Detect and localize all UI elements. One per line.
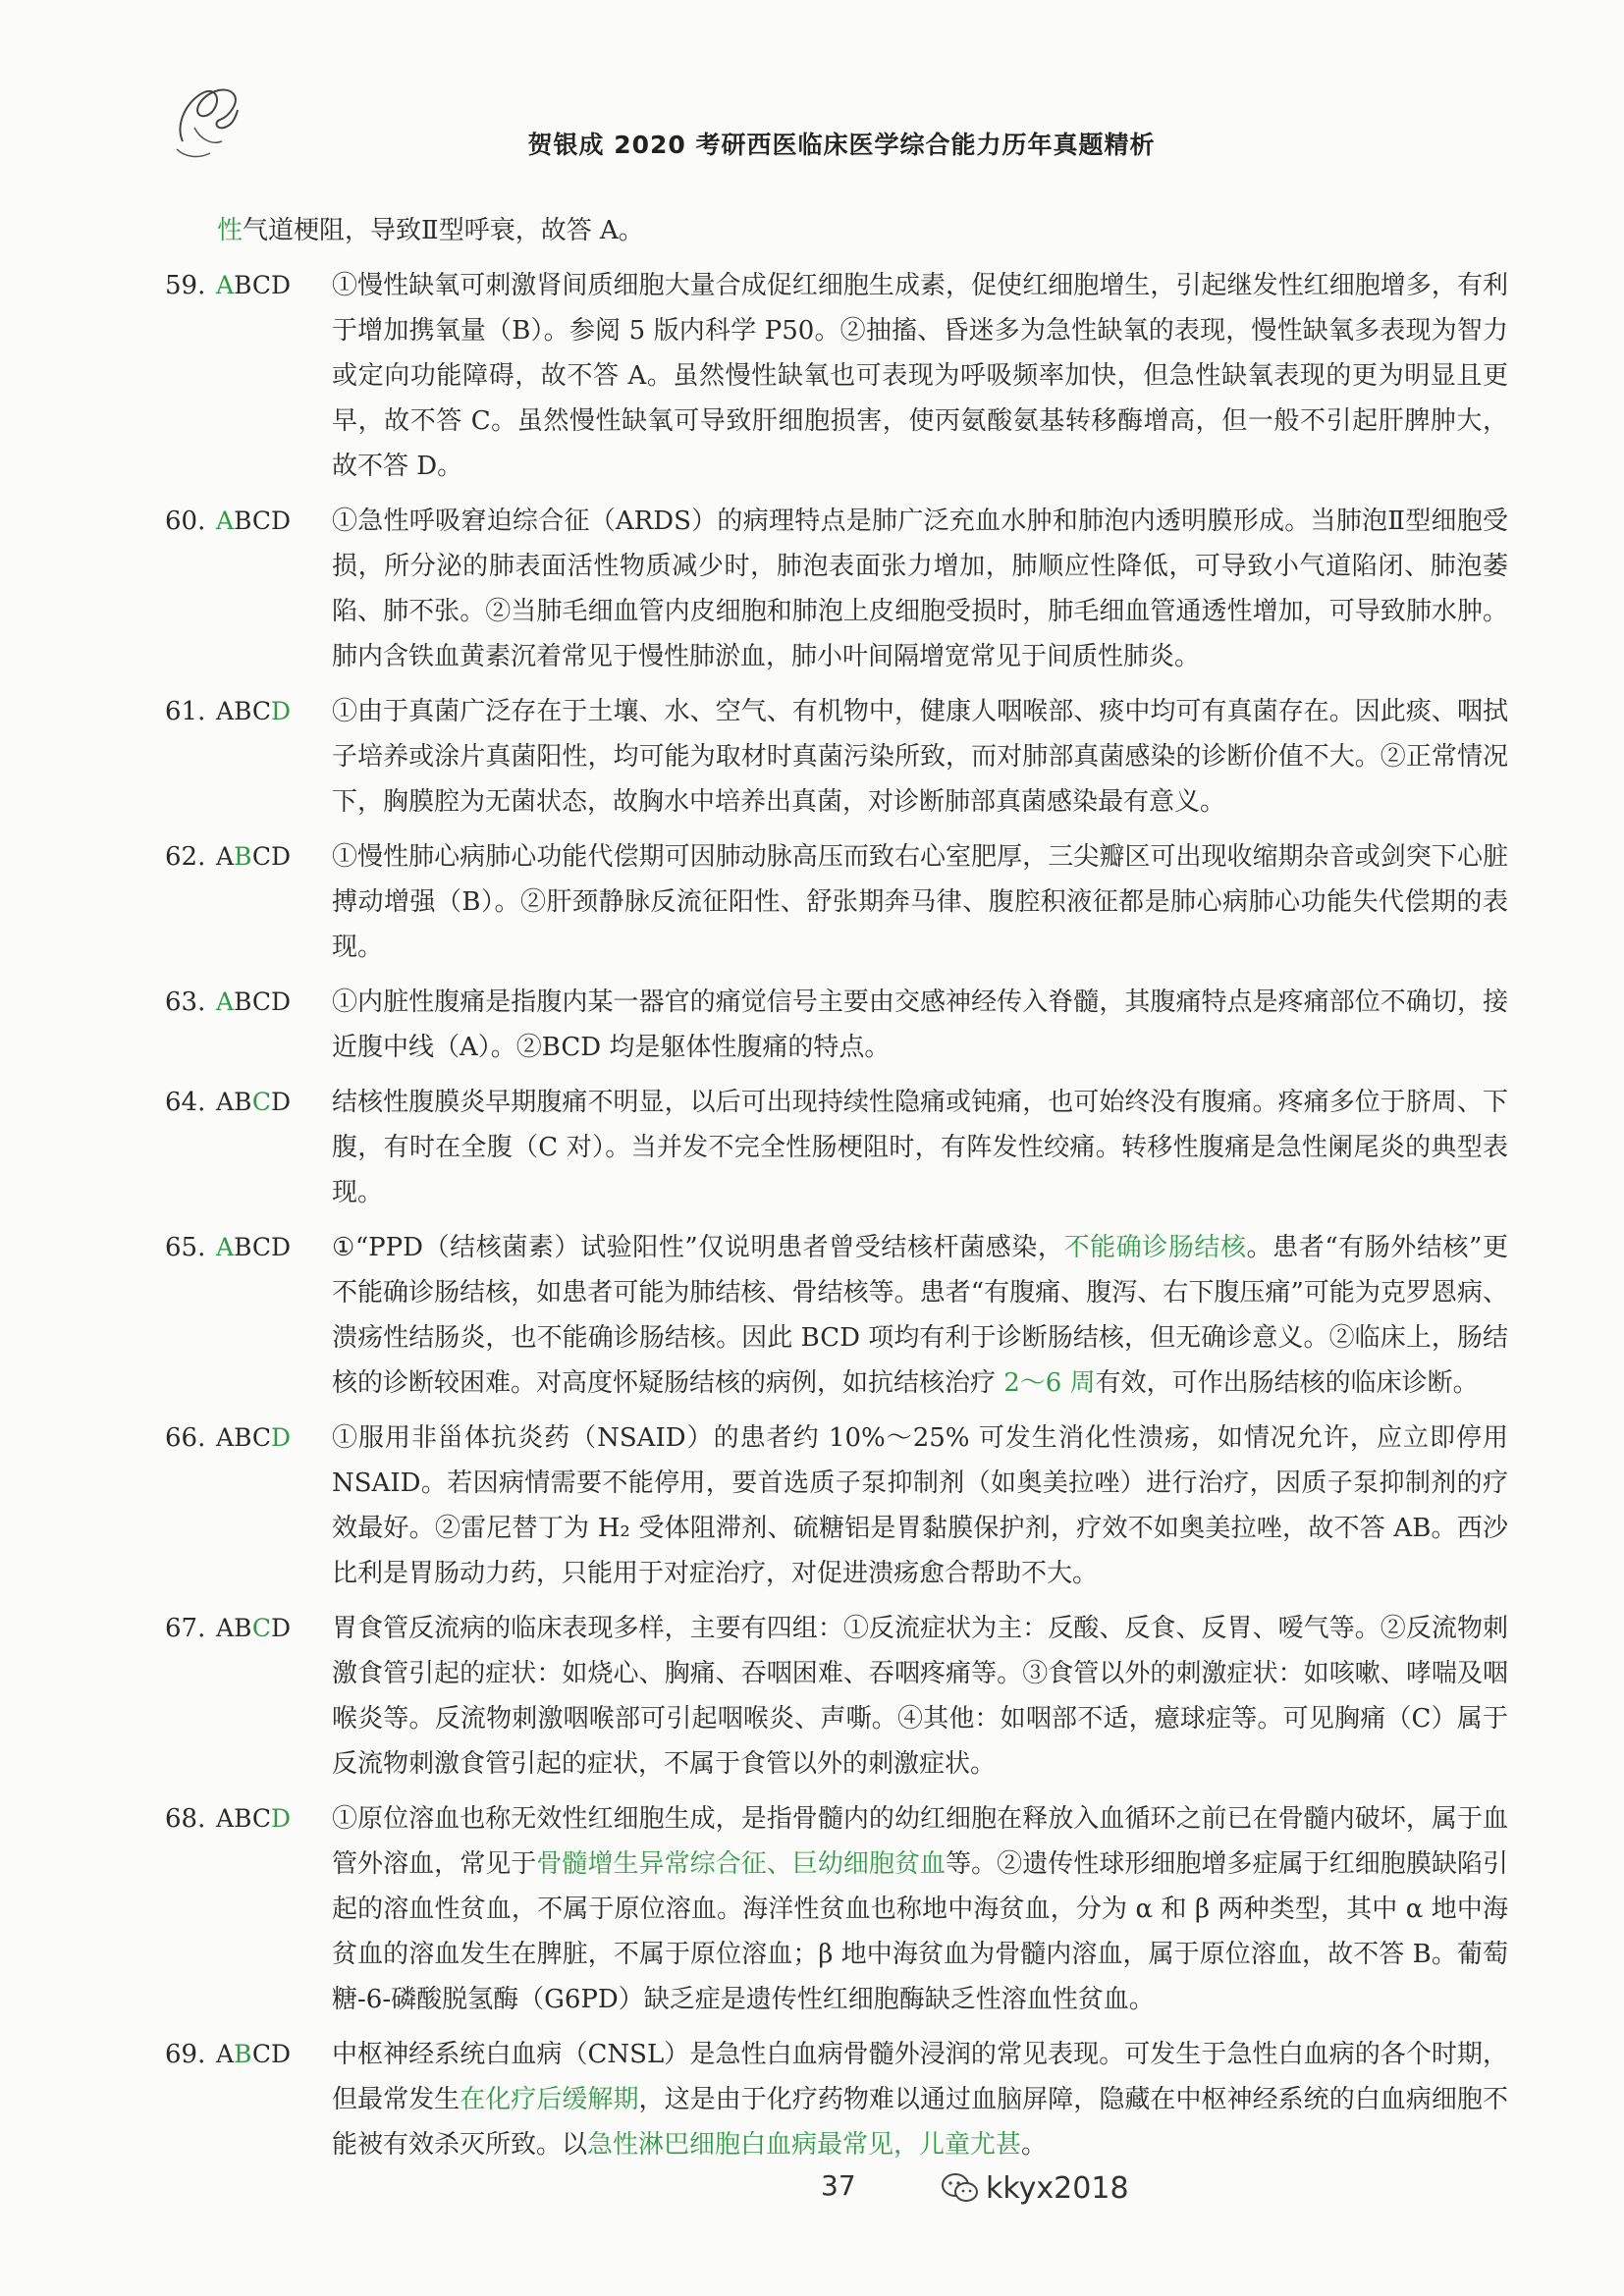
- text-segment: ，这是由于化疗药物难以通过血脑屏障，隐藏在中枢神经系统的白血病细胞不能被有效杀灭所致。以: [332, 2085, 1508, 2160]
- option-letter-b: B: [234, 2040, 252, 2068]
- question-number: 60.: [165, 507, 206, 536]
- option-letter-c: C: [251, 271, 272, 299]
- option-letter-a: A: [216, 988, 235, 1016]
- option-letter-b: B: [234, 507, 252, 535]
- text-segment: 中枢神经系统白血病（CNSL）是急性白血病骨髓外浸润的常见表现。可发生于急性白血病的各个时期，但最常发生: [332, 2040, 1508, 2114]
- explanation-text: [332, 689, 1508, 825]
- answer-options: [216, 697, 291, 726]
- explanation-text: [332, 1225, 1508, 1406]
- continuation-line: [165, 208, 1508, 253]
- option-letter-c: C: [251, 842, 272, 871]
- text-segment: ①内脏性腹痛是指腹内某一器官的痛觉信号主要由交感神经传入脊髓，其腹痛特点是疼痛部位不确切，接近腹中线（A）。②BCD 均是躯体性腹痛的特点。: [332, 988, 1508, 1062]
- question-number: 67.: [165, 1614, 206, 1643]
- option-letter-c: C: [251, 988, 272, 1016]
- text-segment: ①“PPD（结核菌素）试验阳性”仅说明患者曾受结核杆菌感染，: [332, 1233, 1064, 1262]
- highlight-text: 性: [217, 216, 244, 245]
- explanation-text: [332, 1080, 1508, 1215]
- question-header: [165, 1796, 332, 2022]
- question-number: 65.: [165, 1233, 206, 1262]
- explanation-text: [332, 1415, 1508, 1596]
- option-letter-b: B: [234, 988, 252, 1016]
- answer-options: [216, 2040, 291, 2069]
- answer-options: [216, 842, 291, 872]
- question-header: [165, 834, 332, 970]
- wechat-watermark: [941, 2171, 1129, 2206]
- continuation-text: 气道梗阻，导致Ⅱ型呼衰，故答 A。: [243, 216, 644, 245]
- option-letter-a: A: [216, 271, 235, 299]
- option-letter-b: B: [234, 1614, 252, 1642]
- option-letter-c: C: [251, 1804, 272, 1833]
- option-letter-a: A: [216, 2040, 235, 2068]
- option-letter-c: C: [251, 1088, 272, 1116]
- option-letter-c: C: [251, 2040, 272, 2068]
- option-letter-d: D: [271, 697, 292, 725]
- question-item: [165, 689, 1508, 825]
- option-letter-c: C: [251, 697, 272, 725]
- answer-options: [216, 988, 291, 1017]
- text-segment: ①服用非甾体抗炎药（NSAID）的患者约 10%～25% 可发生消化性溃疡，如情况允许，应立即停用 NSAID。若因病情需要不能停用，要首选质子泵抑制剂（如奥美拉唑）进行治疗，因质子泵抑制剂的疗效最好。②雷尼替丁为 H₂ 受体阻滞剂、硫糖铝是胃黏膜保护剂，疗效不如奥美拉唑，故不答 AB。西沙比利是胃肠动力药，只能用于对症治疗，对促进溃疡愈合帮助不大。: [332, 1423, 1508, 1588]
- option-letter-c: C: [251, 1233, 272, 1261]
- highlight-text: 急性淋巴细胞白血病最常见，儿童尤甚: [587, 2130, 1022, 2160]
- question-number: 62.: [165, 842, 206, 872]
- question-item: [165, 980, 1508, 1070]
- question-number: 59.: [165, 271, 206, 300]
- option-letter-d: D: [271, 1423, 292, 1452]
- highlight-text: 骨髓增生异常综合征、巨幼细胞贫血: [536, 1849, 947, 1879]
- option-letter-b: B: [234, 1804, 252, 1833]
- page-header-title: 贺银成 2020 考研西医临床医学综合能力历年真题精析: [527, 131, 1156, 159]
- text-segment: 胃食管反流病的临床表现多样，主要有四组：①反流症状为主：反酸、反食、反胃、嗳气等。②反流物刺激食管引起的症状：如烧心、胸痛、吞咽困难、吞咽疼痛等。③食管以外的刺激症状：如咳嗽、哮喘及咽喉炎等。反流物刺激咽喉部可引起咽喉炎、声嘶。④其他：如咽部不适，癔球症等。可见胸痛（C）属于反流物刺激食管引起的症状，不属于食管以外的刺激症状。: [332, 1614, 1508, 1779]
- question-header: [165, 1415, 332, 1596]
- text-segment: ①慢性肺心病肺心功能代偿期可因肺动脉高压而致右心室肥厚，三尖瓣区可出现收缩期杂音或剑突下心脏搏动增强（B）。②肝颈静脉反流征阳性、舒张期奔马律、腹腔积液征都是肺心病肺心功能失代偿期的表现。: [332, 842, 1508, 962]
- text-segment: ①原位溶血也称无效性红细胞生成，是指骨髓内的幼红细胞在释放入血循环之前已在骨髓内破坏，属于血管外溶血，常见于: [332, 1804, 1508, 1879]
- question-number: 64.: [165, 1088, 206, 1117]
- option-letter-d: D: [271, 507, 292, 535]
- explanation-text: [332, 834, 1508, 970]
- question-item: [165, 1080, 1508, 1215]
- answer-options: [216, 1423, 291, 1453]
- option-letter-d: D: [271, 2040, 292, 2068]
- option-letter-b: B: [234, 697, 252, 725]
- option-letter-a: A: [216, 1614, 235, 1642]
- question-item: [165, 263, 1508, 489]
- explanation-text: [332, 2032, 1508, 2167]
- text-segment: 结核性腹膜炎早期腹痛不明显，以后可出现持续性隐痛或钝痛，也可始终没有腹痛。疼痛多位于脐周、下腹，有时在全腹（C 对）。当并发不完全性肠梗阻时，有阵发性绞痛。转移性腹痛是急性阑尾炎的典型表现。: [332, 1088, 1508, 1207]
- question-header: [165, 1606, 332, 1787]
- option-letter-a: A: [216, 697, 235, 725]
- question-number: 66.: [165, 1423, 206, 1453]
- page-footer: [0, 2169, 1624, 2209]
- question-header: [165, 1080, 332, 1215]
- question-item: [165, 834, 1508, 970]
- question-item: [165, 1415, 1508, 1596]
- option-letter-d: D: [271, 1804, 292, 1833]
- answer-options: [216, 1804, 291, 1834]
- question-number: 61.: [165, 697, 206, 726]
- option-letter-a: A: [216, 507, 235, 535]
- option-letter-d: D: [271, 1233, 292, 1261]
- question-number: 68.: [165, 1804, 206, 1834]
- text-segment: 。: [1021, 2130, 1048, 2160]
- question-item: [165, 1796, 1508, 2022]
- explanation-text: [332, 980, 1508, 1070]
- option-letter-b: B: [234, 271, 252, 299]
- text-segment: ①急性呼吸窘迫综合征（ARDS）的病理特点是肺广泛充血水肿和肺泡内透明膜形成。当肺泡Ⅱ型细胞受损，所分泌的肺表面活性物质减少时，肺泡表面张力增加，肺顺应性降低，可导致小气道陷闭、肺泡萎陷、肺不张。②当肺毛细血管内皮细胞和肺泡上皮细胞受损时，肺毛细血管通透性增加，可导致肺水肿。肺内含铁血黄素沉着常见于慢性肺淤血，肺小叶间隔增宽常见于间质性肺炎。: [332, 507, 1508, 671]
- option-letter-d: D: [271, 1088, 292, 1116]
- text-segment: 有效，可作出肠结核的临床诊断。: [1095, 1368, 1479, 1398]
- option-letter-a: A: [216, 1088, 235, 1116]
- question-header: [165, 1225, 332, 1406]
- option-letter-c: C: [251, 507, 272, 535]
- explanation-text: [332, 1796, 1508, 2022]
- explanation-text: [332, 1606, 1508, 1787]
- option-letter-d: D: [271, 271, 292, 299]
- answer-options: [216, 1088, 291, 1117]
- question-header: [165, 499, 332, 679]
- question-item: [165, 1225, 1508, 1406]
- answer-explanations: [165, 208, 1508, 2177]
- question-item: [165, 499, 1508, 679]
- text-segment: ①慢性缺氧可刺激肾间质细胞大量合成促红细胞生成素，促使红细胞增生，引起继发性红细胞增多，有利于增加携氧量（B）。参阅 5 版内科学 P50。②抽搐、昏迷多为急性缺氧的表现，慢性缺氧多表现为智力或定向功能障碍，故不答 A。虽然慢性缺氧也可表现为呼吸频率加快，但急性缺氧表现的更为明显且更早，故不答 C。虽然慢性缺氧可导致肝细胞损害，使丙氨酸氨基转移酶增高，但一般不引起肝脾肿大，故不答 D。: [332, 271, 1508, 481]
- answer-options: [216, 1614, 291, 1643]
- question-header: [165, 2032, 332, 2167]
- option-letter-a: A: [216, 1423, 235, 1452]
- page-number: 37: [821, 2169, 856, 2202]
- answer-options: [216, 271, 291, 300]
- text-segment: 。患者“有肠外结核”更不能确诊肠结核，如患者可能为肺结核、骨结核等。患者“有腹痛、腹泻、右下腹压痛”可能为克罗恩病、溃疡性结肠炎，也不能确诊肠结核。因此 BCD 项均有利于诊断肠结核，但无确诊意义。②临床上，肠结核的诊断较困难。对高度怀疑肠结核的病例，如抗结核治疗: [332, 1233, 1508, 1398]
- option-letter-b: B: [234, 842, 252, 871]
- option-letter-b: B: [234, 1088, 252, 1116]
- question-header: [165, 263, 332, 489]
- option-letter-b: B: [234, 1233, 252, 1261]
- wechat-icon: [941, 2172, 980, 2206]
- option-letter-d: D: [271, 988, 292, 1016]
- question-item: [165, 1606, 1508, 1787]
- option-letter-a: A: [216, 1233, 235, 1261]
- option-letter-a: A: [216, 1804, 235, 1833]
- option-letter-d: D: [271, 1614, 292, 1642]
- text-segment: 等。②遗传性球形细胞增多症属于红细胞膜缺陷引起的溶血性贫血，不属于原位溶血。海洋性贫血也称地中海贫血，分为 α 和 β 两种类型，其中 α 地中海贫血的溶血发生在脾脏，不属于原位溶血；β 地中海贫血为骨髓内溶血，属于原位溶血，故不答 B。葡萄糖-6-磷酸脱氢酶（G6PD）缺乏症是遗传性红细胞酶缺乏性溶血性贫血。: [332, 1849, 1508, 2014]
- wechat-id: kkyx2018: [986, 2171, 1129, 2206]
- question-header: [165, 980, 332, 1070]
- text-segment: ①由于真菌广泛存在于土壤、水、空气、有机物中，健康人咽喉部、痰中均可有真菌存在。因此痰、咽拭子培养或涂片真菌阳性，均可能为取材时真菌污染所致，而对肺部真菌感染的诊断价值不大。②正常情况下，胸膜腔为无菌状态，故胸水中培养出真菌，对诊断肺部真菌感染最有意义。: [332, 697, 1508, 817]
- option-letter-b: B: [234, 1423, 252, 1452]
- question-header: [165, 689, 332, 825]
- highlight-text: 不能确诊肠结核: [1063, 1233, 1247, 1262]
- highlight-text: 在化疗后缓解期: [460, 2085, 639, 2114]
- question-item: [165, 2032, 1508, 2167]
- explanation-text: [332, 499, 1508, 679]
- option-letter-c: C: [251, 1614, 272, 1642]
- answer-options: [216, 1233, 291, 1262]
- question-number: 69.: [165, 2040, 206, 2069]
- answer-options: [216, 507, 291, 536]
- option-letter-c: C: [251, 1423, 272, 1452]
- option-letter-d: D: [271, 842, 292, 871]
- highlight-text: 2～6 周: [1003, 1368, 1096, 1398]
- option-letter-a: A: [216, 842, 235, 871]
- explanation-text: [332, 263, 1508, 489]
- question-number: 63.: [165, 988, 206, 1017]
